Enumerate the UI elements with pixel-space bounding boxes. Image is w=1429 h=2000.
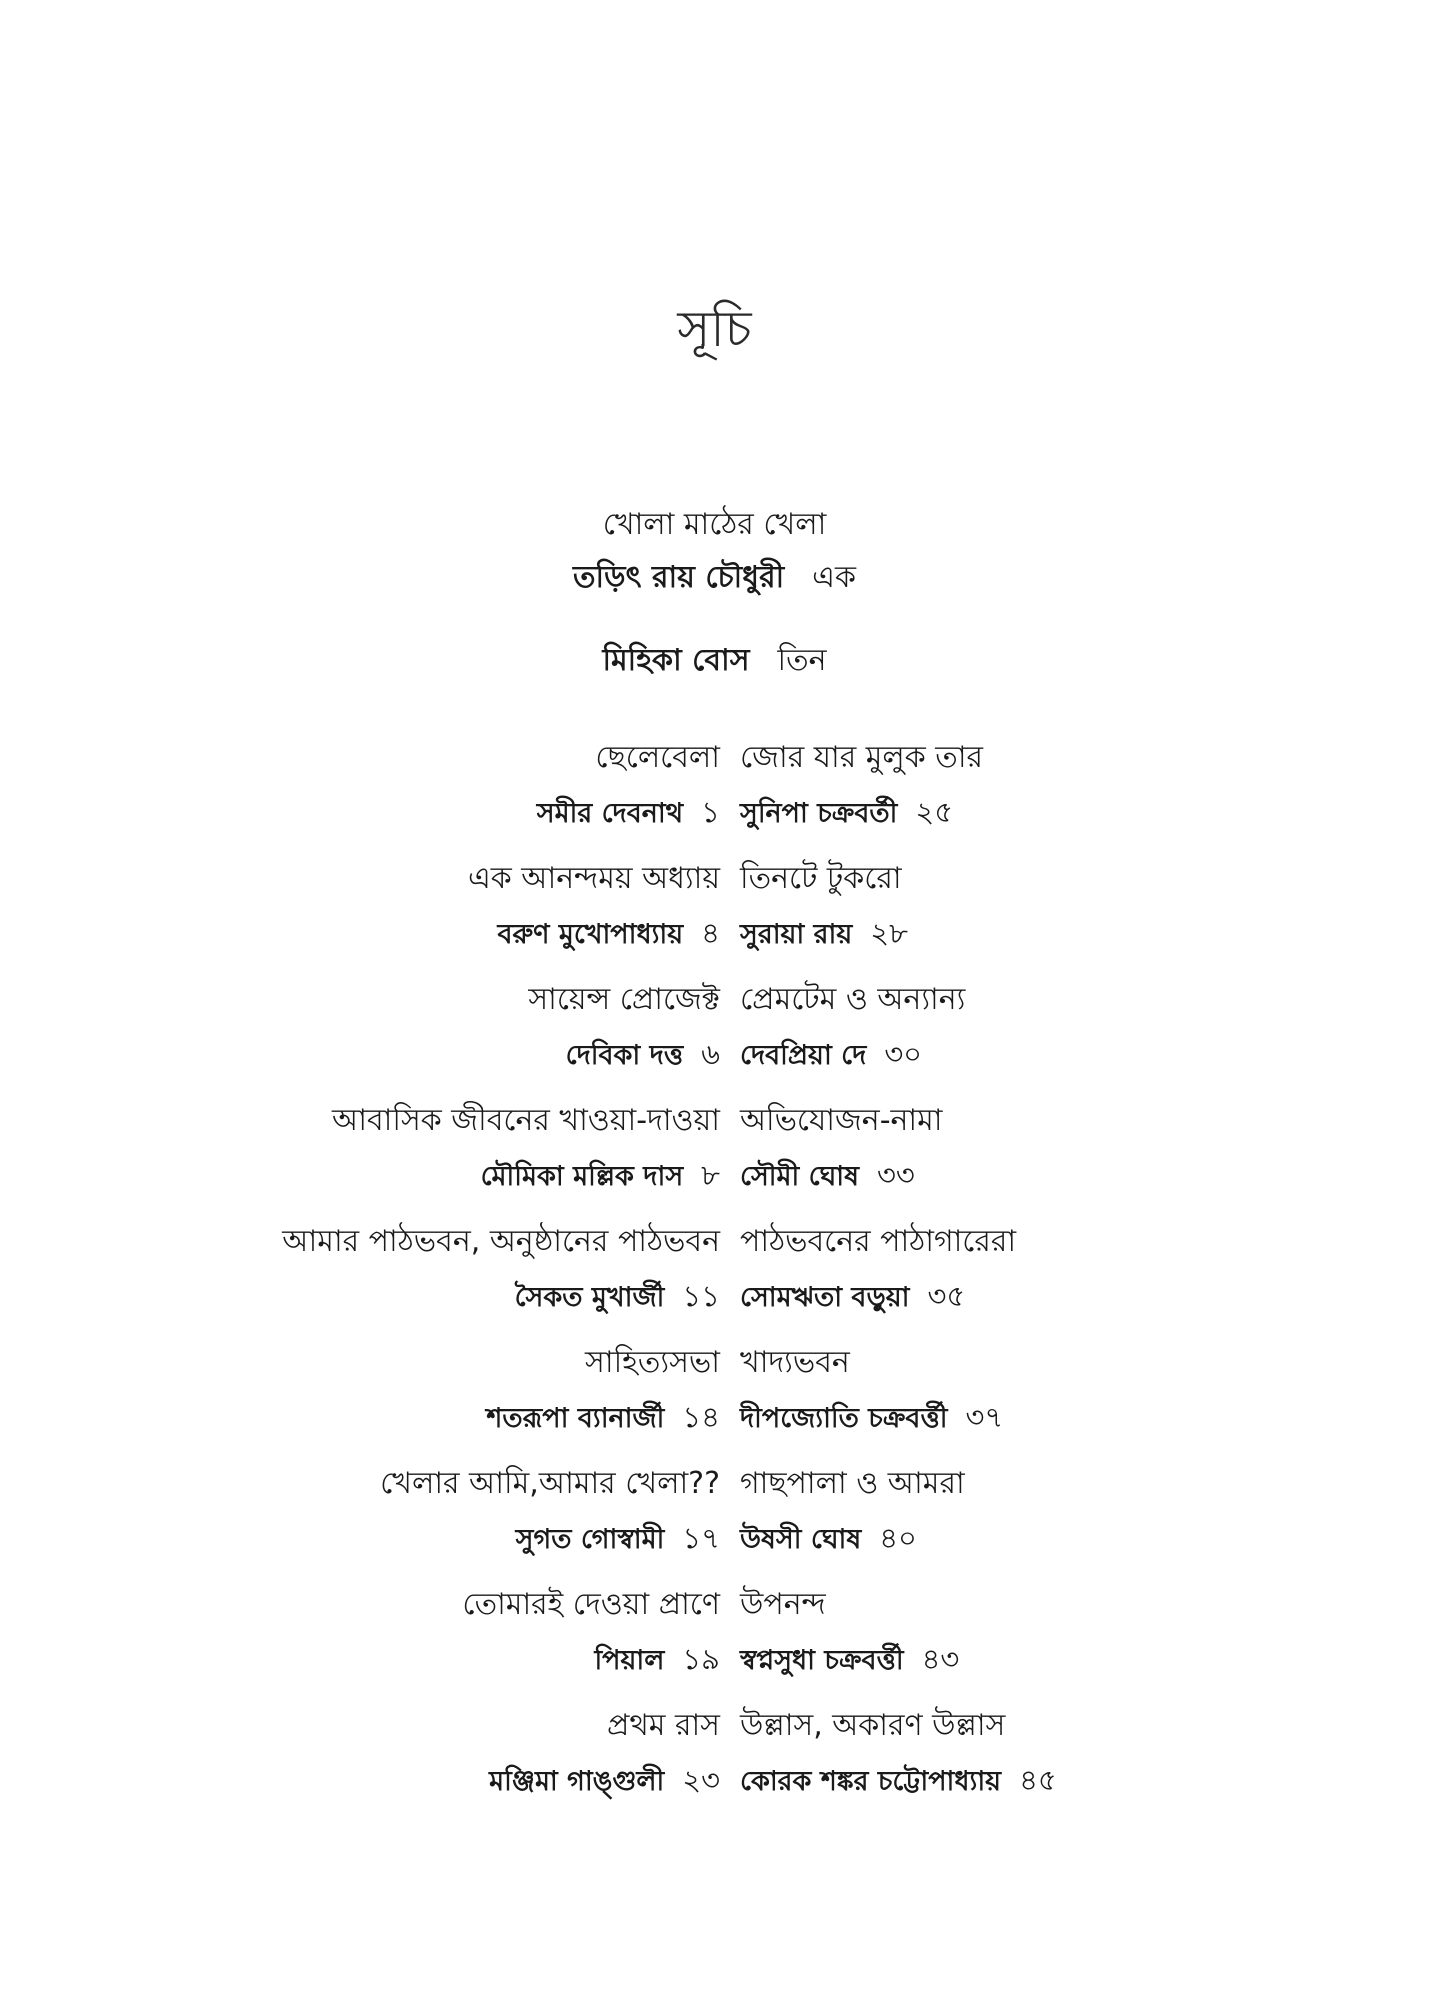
entry-author: দেবিকা দত্ত [565,1040,684,1071]
intro-line-2 [0,636,1429,687]
entry-author: উষসী ঘোষ [740,1524,862,1555]
toc-entry [740,1577,1420,1698]
entry-page: ২৩ [682,1763,720,1797]
entry-page: ৬ [701,1037,720,1071]
toc-entry [40,1698,720,1819]
entry-author-line [740,1633,1420,1685]
entry-page: ১১ [682,1279,720,1313]
entry-title: খাদ্যভবন [740,1345,850,1380]
entry-author: সুনিপা চক্রবর্তী [740,798,898,829]
entry-author: স্বপ্নসুধা চক্রবর্ত্তী [740,1645,904,1676]
entry-title: জোর যার মুলুক তার [740,740,984,775]
page-title: সূচি [677,300,752,358]
entry-page: ৪৫ [1019,1763,1057,1797]
toc-left-column [40,730,720,1819]
toc-entry [40,1456,720,1577]
entry-author: সমীর দেবনাথ [536,798,684,829]
entry-page: ২৫ [915,795,954,829]
entry-author: দেবপ্রিয়া দে [740,1040,867,1071]
entry-title: সায়েন্স প্রোজেক্ট [528,982,720,1017]
entry-author: মঞ্জিমা গাঙ্গুলী [489,1766,665,1797]
entry-title: সাহিত্যসভা [585,1345,720,1380]
entry-page: ১৯ [682,1642,720,1676]
intro-author-1: তড়িৎ রায় চৌধুরী [573,560,785,595]
toc-entry [740,1335,1420,1456]
entry-title: গাছপালা ও আমরা [740,1466,965,1501]
entry-page: ৩৫ [927,1279,966,1313]
toc-right-column [740,730,1420,1819]
entry-author-line [740,1270,1420,1322]
entry-author-line [40,1754,720,1806]
entry-author-line [740,1028,1420,1080]
entry-title: উল্লাস, অকারণ উল্লাস [740,1708,1006,1743]
entry-author: মৌমিকা মল্লিক দাস [480,1161,684,1192]
entry-page: ৩৩ [876,1158,915,1192]
entry-author-line [40,786,720,838]
entry-author-line [740,907,1420,959]
entry-title: উপনন্দ [740,1587,826,1622]
entry-author: দীপজ্যোতি চক্রবর্ত্তী [740,1403,948,1434]
intro-page-2: তিন [777,643,827,678]
entry-author: সৌমী ঘোষ [740,1161,859,1192]
entry-author: পিয়াল [594,1645,665,1676]
toc-entry [740,972,1420,1093]
toc-entry [40,730,720,851]
entry-title: অভিযোজন-নামা [740,1103,943,1138]
toc-entry [40,1214,720,1335]
toc-entry [40,1577,720,1698]
entry-title: আবাসিক জীবনের খাওয়া-দাওয়া [331,1103,720,1138]
entry-title: এক আনন্দময় অধ্যায় [467,861,720,896]
entry-author: শতরূপা ব্যানার্জী [486,1403,665,1434]
entry-page: ২৮ [870,916,908,950]
entry-author: সৈকত মুখার্জী [514,1282,665,1313]
entry-page: ৩৭ [965,1400,1004,1434]
entry-author-line [40,907,720,959]
entry-page: ১ [701,795,720,829]
intro-author-2: মিহিকা বোস [602,643,750,678]
entry-title: তোমারই দেওয়া প্রাণে [462,1587,720,1622]
intro-heading: খোলা মাঠের খেলা [602,507,827,542]
entry-title: ছেলেবেলা [595,740,720,775]
entry-title: তিনটে টুকরো [740,861,902,896]
entry-author: সুরায়া রায় [740,919,853,950]
toc-entry [740,1698,1420,1819]
entry-author-line [740,1149,1420,1201]
entry-title: পাঠভবনের পাঠাগারেরা [740,1224,1017,1259]
entry-author-line [40,1028,720,1080]
toc-entry [740,851,1420,972]
toc-entry [40,972,720,1093]
entry-page: ১৭ [682,1521,720,1555]
entry-page: ১৪ [682,1400,720,1434]
entry-page: ৪ [701,916,720,950]
entry-title: প্রথম রাস [606,1708,720,1743]
entry-author-line [740,1391,1420,1443]
entry-author: কোরক শঙ্কর চট্টোপাধ্যায় [740,1766,1002,1797]
entry-author: সোমঋতা বড়ুয়া [740,1282,910,1313]
entry-author-line [40,1633,720,1685]
entry-author-line [40,1149,720,1201]
entry-author-line [740,1754,1420,1806]
intro-page-1: এক [812,560,856,595]
toc-entry [740,730,1420,851]
toc-entry [740,1093,1420,1214]
toc-entry [40,1093,720,1214]
entry-author: সুগত গোস্বামী [515,1524,665,1555]
entry-title: প্রেমটেম ও অন্যান্য [740,982,966,1017]
entry-page: ৪৩ [921,1642,960,1676]
entry-page: ৮ [701,1158,720,1192]
toc-entry [40,1335,720,1456]
entry-author-line [40,1391,720,1443]
entry-author: বরুণ মুখোপাধ্যায় [497,919,684,950]
entry-author-line [40,1270,720,1322]
entry-page: ৩০ [884,1037,923,1071]
entry-page: ৪০ [879,1521,917,1555]
entry-title: খেলার আমি,আমার খেলা?? [380,1466,720,1501]
entry-author-line [740,1512,1420,1564]
toc-entry [740,1456,1420,1577]
entry-author-line [40,1512,720,1564]
intro-line-1 [0,553,1429,604]
toc-entry [40,851,720,972]
toc-entry [740,1214,1420,1335]
entry-author-line [740,786,1420,838]
entry-title: আমার পাঠভবন, অনুষ্ঠানের পাঠভবন [282,1224,720,1259]
